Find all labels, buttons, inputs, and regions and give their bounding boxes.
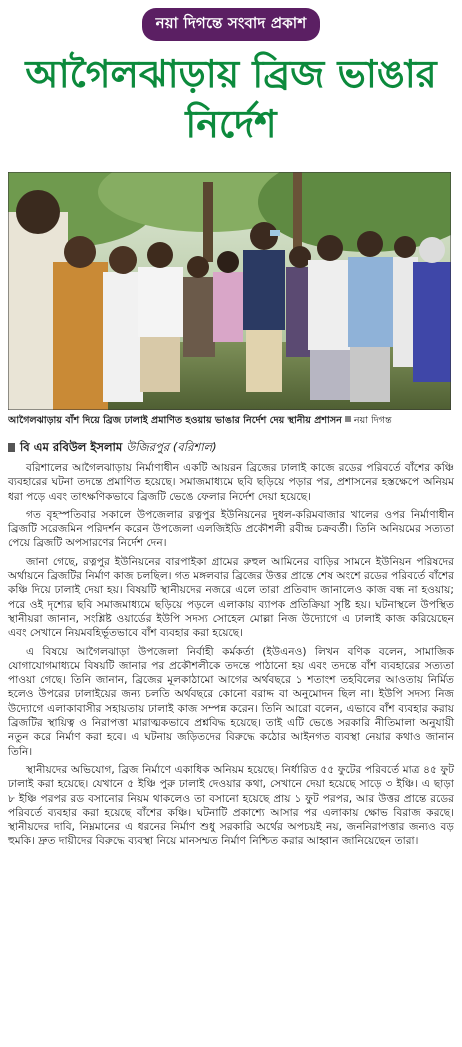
- kicker-label: নয়া দিগন্তে সংবাদ প্রকাশ: [142, 8, 321, 41]
- article-paragraph: বরিশালের আগৈলঝাড়ায় নির্মাণাধীন একটি আয়রন ব্রিজের ঢালাই কাজে রডের পরিবর্তে বাঁশের কঞ্চি ব্যবহারের ঘটনা তদন্তে প্রমাণিত হয়েছে। সমাজমাধ্যমে ছবি ছড়িয়ে পড়ার পর, প্রশাসনের হস্তক্ষেপে অনিয়ম ধরা পড়ে এবং তাৎক্ষণিকভাবে ব্রিজটি ভেঙে ফেলার নির্দেশ দেয়া হয়েছে।: [8, 462, 454, 503]
- news-photo-illustration: [8, 172, 451, 410]
- article-paragraph: স্থানীয়দের অভিযোগ, ব্রিজ নির্মাণে একাধিক অনিয়ম হয়েছে। নির্ধারিত ৫৫ ফুটের পরিবর্তে মাত্র ৪৫ ফুট ঢালাই করা হয়েছে। যেখানে ৫ ইঞ্চি পুরু ঢালাই দেওয়ার কথা, সেখানে দেয়া হয়েছে সাড়ে ৩ ইঞ্চি। এ ছাড়া ৮ ইঞ্চি পরপর রড বসানোর নিয়ম থাকলেও তা বসানো হয়েছে প্রায় ১ ফুট পরপর, আর উত্তর প্রান্তে রডের পরিবর্তে ব্যবহার করা হয়েছে বাঁশের কঞ্চি। ঘটনাটি প্রকাশ্যে আসার পর এলাকায় ক্ষোভ বিরাজ করছে। স্থানীয়দের দাবি, নিম্নমানের এ ধরনের নির্মাণ শুধু সরকারি অর্থের অপচয়ই নয়, জননিরাপত্তার জন্যও বড় হুমকি। দ্রুত দায়ীদের বিরুদ্ধে ব্যবস্থা নিয়ে মানসম্মত নির্মাণ নিশ্চিত করার আহ্বান জানিয়েছেন তারা।: [8, 763, 454, 848]
- byline-name: বি এম রবিউল ইসলাম: [20, 440, 123, 454]
- article-paragraph: জানা গেছে, রত্নপুর ইউনিয়নের বারপাইকা গ্রামের রুহুল আমিনের বাড়ির সামনে ইউনিয়ন পরিষদের অর্থায়নে ব্রিজটির নির্মাণ কাজ চলছিল। গত মঙ্গলবার ব্রিজের উত্তর প্রান্তে শেষ অংশে রডের পরিবর্তে বাঁশের কঞ্চি দিয়ে ঢালাই দেয়া হয়। বিষয়টি স্থানীয়দের নজরে এলে তারা প্রতিবাদ জানালেও কাজ বন্ধ না হওয়ায়; পরে ওই দৃশ্যের ছবি সমাজমাধ্যমে ছড়িয়ে পড়লে এলাকায় ব্যাপক প্রতিক্রিয়া সৃষ্টি হয়। ঘটনাস্থলে উপস্থিত স্থানীয়রা জানান, সংশ্লিষ্ট ওয়ার্ডের ইউপি সদস্য সোহেল মোল্লা নিজ উদ্যোগে এ ঢালাই কাজ করিয়েছেন এবং সেখানে নিয়মবহির্ভূতভাবে বাঁশ ব্যবহার করা হয়েছে।: [8, 555, 454, 640]
- square-icon: [345, 416, 351, 422]
- caption-text: আগৈলঝাড়ায় বাঁশ দিয়ে ব্রিজ ঢালাই প্রমাণিত হওয়ায় ভাঙার নির্দেশ দেয় স্থানীয় প্রশাসন: [8, 415, 342, 426]
- kicker-wrap: [0, 0, 462, 41]
- caption-credit: নয়া দিগন্ত: [353, 415, 392, 426]
- byline-place: উজিরপুর (বরিশাল): [126, 440, 217, 454]
- byline: [8, 440, 454, 455]
- headline: আগৈলঝাড়ায় ব্রিজ ভাঙার নির্দেশ: [25, 52, 437, 146]
- article-body: [8, 461, 454, 853]
- photo-caption: [8, 414, 454, 427]
- article-paragraph: গত বৃহস্পতিবার সকালে উপজেলার রত্নপুর ইউনিয়নের দুধল-করিমবাজার খালের ওপর নির্মাণাধীন ব্রিজটি সরেজমিন পরিদর্শন করেন উপজেলা এলজিইডি প্রকৌশলী রবীন্দ্র চক্রবর্তী। তিনি অনিয়মের সত্যতা পেয়ে ব্রিজটি অপসারণের নির্দেশ দেন।: [8, 508, 454, 550]
- article-paragraph: এ বিষয়ে আগৈলঝাড়া উপজেলা নির্বাহী কর্মকর্তা (ইউএনও) লিখন বণিক বলেন, সামাজিক যোগাযোগমাধ্যমে বিষয়টি জানার পর প্রকৌশলীকে তদন্তে পাঠানো হয় এবং তদন্তে বাঁশ ব্যবহারের সত্যতা পাওয়া গেছে। তিনি জানান, ব্রিজের মূলকাঠামো আগের অর্থবছরে ১ শতাংশ তহবিলের আওতায় নির্মিত হলেও উপরের ঢালাইয়ের জন্য চলতি অর্থবছরে কোনো বরাদ্দ বা অনুমোদন ছিল না। ইউপি সদস্য নিজ উদ্যোগে এলাকাবাসীর সহায়তায় ঢালাই কাজ সম্পন্ন করেন। তিনি আরো বলেন, এভাবে বাঁশ ব্যবহার করায় ব্রিজটির স্থায়িত্ব ও নিরাপত্তা মারাত্মকভাবে প্রশ্নবিদ্ধ হয়েছে। তাই এটি ভেঙে সরকারি নীতিমালা অনুযায়ী নতুন করে নির্মাণ করা হবে। এ ঘটনায় জড়িতদের বিরুদ্ধে কঠোর আইনগত ব্যবস্থা নেয়ার কথাও জানান তিনি।: [8, 645, 454, 758]
- bar-icon: [8, 443, 15, 452]
- news-photo: [8, 172, 451, 410]
